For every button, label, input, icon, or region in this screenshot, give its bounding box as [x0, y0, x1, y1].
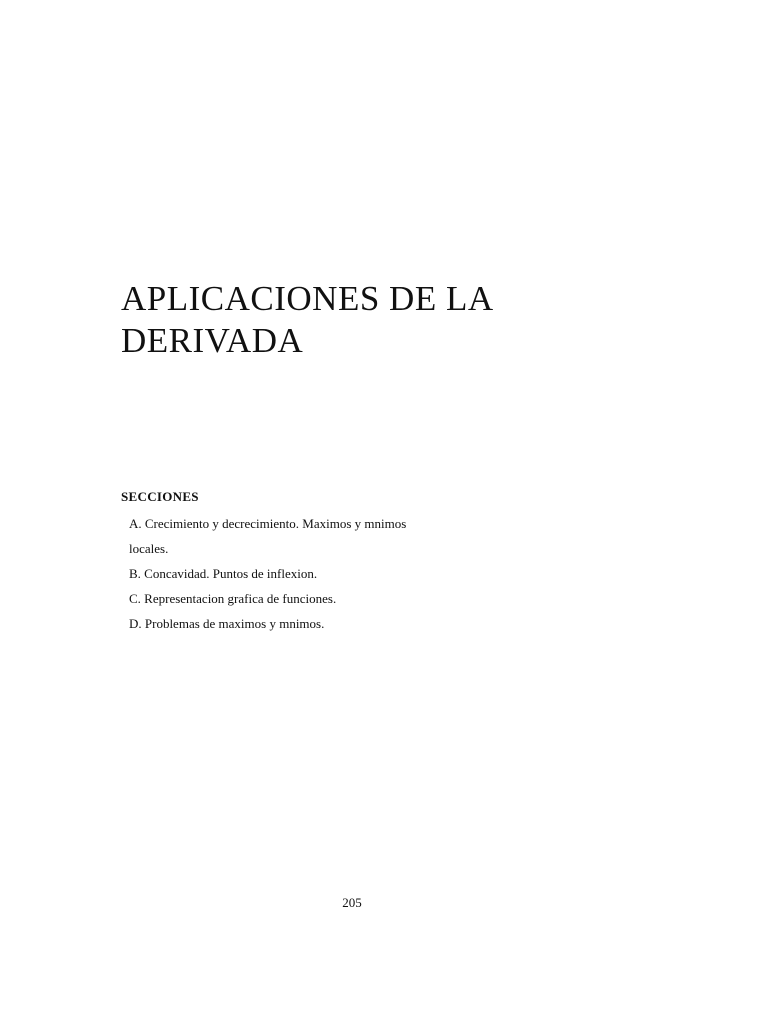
sections-list	[129, 514, 529, 639]
page-number: 205	[342, 895, 362, 910]
section-item-a-continued: locales.	[129, 541, 169, 556]
chapter-title-line-1: APLICACIONES DE LA	[121, 279, 494, 318]
chapter-title-line-2: DERIVADA	[121, 321, 304, 360]
sections-heading: SECCIONES	[121, 489, 199, 504]
section-item-a: A. Crecimiento y decrecimiento. Maximos y mnimos	[129, 516, 407, 531]
section-item-c: C. Representacion grafica de funciones.	[129, 591, 337, 606]
chapter-title	[121, 278, 681, 362]
section-item-b: B. Concavidad. Puntos de inflexion.	[129, 566, 318, 581]
section-item-d: D. Problemas de maximos y mnimos.	[129, 616, 325, 631]
